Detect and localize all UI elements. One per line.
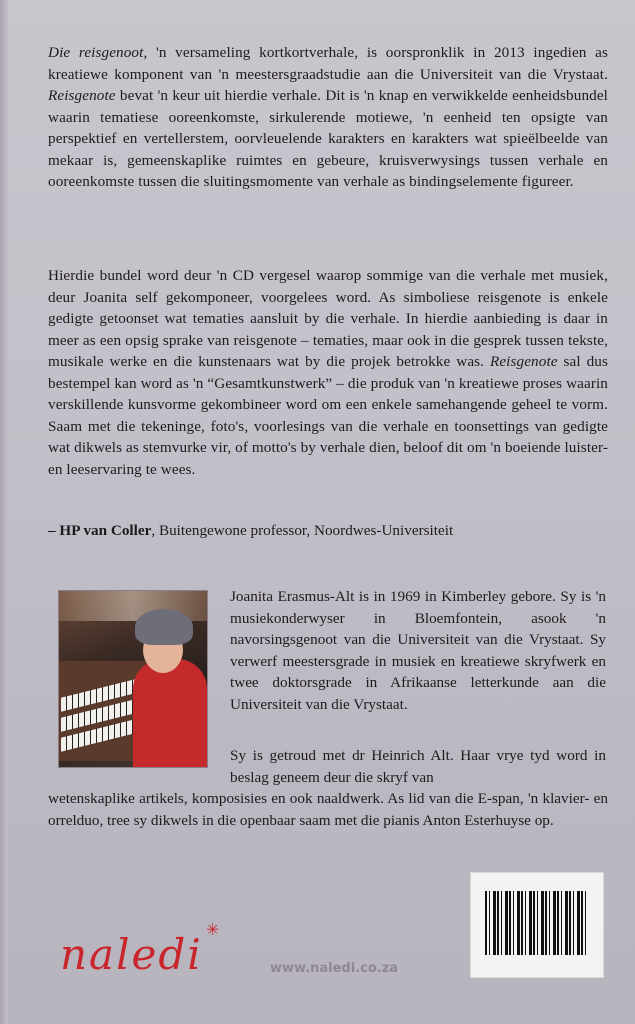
author-bio-paragraph-2-start: Sy is getroud met dr Heinrich Alt. Haar vrye tyd word in beslag geneem deur die skryf van	[230, 747, 606, 786]
publisher-url: www.naledi.co.za	[270, 961, 399, 976]
book-edge	[0, 0, 8, 1024]
author-photo	[58, 590, 208, 768]
publisher-logo: naledi	[60, 930, 203, 979]
paragraph-text: Hierdie bundel word deur 'n CD vergesel waarop sommige van die verhale met musiek, deur Joanita self gekomponeer, voorgelees word. As simboliese reisgenote is enkele gedigte getoonset wat tematies aansluit by die verhale. In hierdie aanbieding is daar in meer as een opsig sprake van reisgenote – tematies, maar ook in die gesprek tussen tekste, musikale werke en die kunstenaars wat by die projek betrokke was.	[48, 267, 608, 370]
author-bio-paragraph-2-end: wetenskaplike artikels, komposisies en ook naaldwerk. As lid van die E-span, 'n klavier- en orrelduo, tree sy dikwels in die openbaar saam met die pianis Anton Esterhuyse op.	[48, 790, 608, 829]
paragraph-text: sal dus bestempel kan word as 'n “Gesamtkunstwerk” – die produk van 'n kreatiewe proses waarin verskillende kunsvorme gekombineer word om een enkele samehangende geheel te vorm. Saam met die tekeninge, foto's, voorlesings van die verhale en toonsettings van gedigte wat dikwels as stemvurke vir, of motto's by verhale dien, beloof dit om 'n boeiende luister- en leeservaring te wees.	[48, 353, 608, 478]
description-paragraph-2	[48, 265, 608, 480]
book-title-italic: Reisgenote	[48, 87, 116, 104]
attribution-dash: –	[48, 522, 60, 539]
barcode	[470, 872, 604, 978]
attribution-name: HP van Coller	[59, 522, 152, 539]
barcode-bars	[485, 891, 589, 955]
star-icon: ✳	[206, 920, 220, 939]
paragraph-text: bevat 'n keur uit hierdie verhale. Dit is 'n knap en verwikkelde eenheidsbundel waarin tematiese ooreenkomste, sirkulerende motiewe, 'n eenheid ten opsigte van perspektief en vertellerstem, oorvleuelende karakters en karakters wat spieëlbeelde van mekaar is, gemeenskaplike ruimtes en gebeure, kruisverwysings tussen verhale en ooreenkomste tussen die sluitingsmomente van verhale as bindingselemente figureer.	[48, 87, 608, 190]
book-title-italic: Reisgenote	[489, 353, 558, 370]
attribution-role: , Buitengewone professor, Noordwes-Universiteit	[151, 522, 454, 539]
book-title-italic: Die reisgenoot	[48, 44, 144, 61]
paragraph-text: , 'n versameling kortkortverhale, is oorspronklik in 2013 ingedien as kreatiewe komponent van 'n meestersgraadstudie aan die Universiteit van die Vrystaat.	[48, 44, 608, 83]
description-paragraph-1	[48, 42, 608, 193]
attribution	[48, 522, 608, 540]
author-bio-paragraph-1: Joanita Erasmus-Alt is in 1969 in Kimberley gebore. Sy is 'n musiekonderwyser in Bloemfontein, asook 'n navorsingsgenoot van die Universiteit van die Vrystaat. Sy verwerf meestersgrade in musiek en kreatiewe skryfwerk en twee doktorsgrade in Afrikaanse letterkunde aan die Universiteit van die Vrystaat.	[230, 588, 606, 713]
